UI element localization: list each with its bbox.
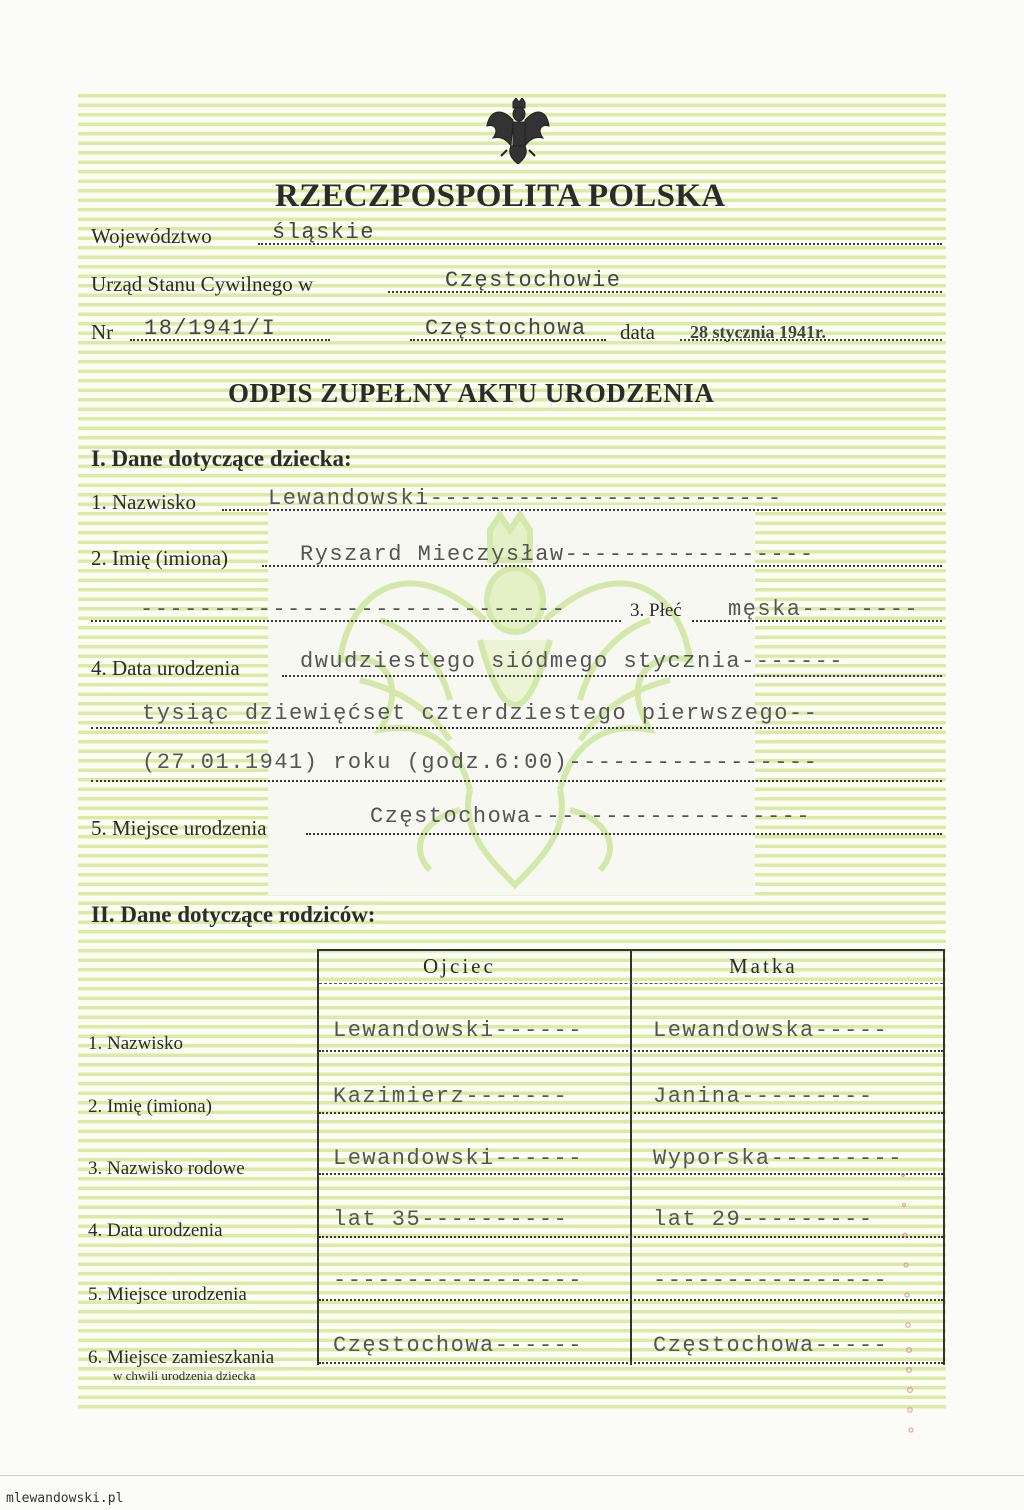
father-value: Częstochowa------ (333, 1333, 583, 1358)
number-value: 18/1941/I (144, 316, 277, 341)
mother-value: Lewandowska----- (653, 1018, 889, 1043)
row-dotline (319, 1050, 943, 1052)
mother-value: lat 29--------- (653, 1207, 874, 1232)
voivodeship-value: śląskie (272, 220, 375, 245)
child-given-names-cont: ----------------------------- (140, 597, 567, 622)
child-section-heading: I. Dane dotyczące dziecka: (91, 446, 352, 471)
child-birth-date-label: 4. Data urodzenia (91, 656, 240, 680)
mother-value: Częstochowa----- (653, 1333, 889, 1358)
column-header-father: Ojciec (423, 954, 496, 978)
row-sublabel: w chwili urodzenia dziecka (113, 1368, 256, 1383)
child-sex-value: męska-------- (728, 597, 920, 622)
row-label: 5. Miejsce urodzenia (88, 1284, 247, 1305)
place-value: Częstochowa (425, 316, 587, 341)
row-label: 4. Data urodzenia (88, 1220, 223, 1241)
country-title: RZECZPOSPOLITA POLSKA (275, 178, 726, 214)
child-birth-place-label: 5. Miejsce urodzenia (91, 816, 267, 840)
number-label: Nr (91, 320, 114, 344)
row-dotline (319, 1362, 943, 1364)
child-surname-value: Lewandowski------------------------ (268, 486, 783, 511)
birth-date-dotline-1 (282, 675, 942, 677)
column-header-mother: Matka (729, 954, 798, 978)
father-value: Kazimierz------- (333, 1084, 569, 1109)
document-title: ODPIS ZUPEŁNY AKTU URODZENIA (228, 378, 715, 408)
registry-office-label: Urząd Stanu Cywilnego w (91, 272, 314, 296)
father-value: Lewandowski------ (333, 1146, 583, 1171)
row-dotline (319, 1236, 943, 1238)
row-label: 3. Nazwisko rodowe (88, 1158, 245, 1179)
father-value: ----------------- (333, 1268, 583, 1293)
parents-section-heading: II. Dane dotyczące rodziców: (91, 902, 376, 927)
voivodeship-label: Województwo (91, 224, 212, 248)
child-given-names-label: 2. Imię (imiona) (91, 546, 229, 570)
table-header-divider (319, 983, 943, 984)
polish-eagle-emblem-icon (485, 98, 550, 164)
table-middle-border (630, 949, 632, 1365)
father-value: Lewandowski------ (333, 1018, 583, 1043)
birth-place-dotline (306, 833, 942, 835)
birth-date-dotline-2 (91, 727, 942, 729)
date-label: data (620, 320, 655, 344)
child-surname-label: 1. Nazwisko (91, 490, 196, 514)
child-birth-date-line2: tysiąc dziewięćset czterdziestego pierwszego-- (142, 701, 819, 726)
father-value: lat 35---------- (333, 1207, 569, 1232)
row-label: 1. Nazwisko (88, 1033, 183, 1054)
child-birth-place-value: Częstochowa------------------- (370, 804, 812, 829)
child-given-names-value: Ryszard Mieczysław----------------- (300, 542, 815, 567)
mother-value: ---------------- (653, 1268, 889, 1293)
registry-office-value: Częstochowie (445, 268, 622, 293)
row-label: 2. Imię (imiona) (88, 1096, 212, 1117)
mother-value: Janina--------- (653, 1084, 874, 1109)
child-birth-date-line1: dwudziestego siódmego stycznia------- (300, 649, 844, 674)
stamp-perforation-icon (895, 1165, 925, 1445)
row-dotline (319, 1299, 943, 1301)
footer-site-label: mlewandowski.pl (6, 1491, 124, 1506)
birth-date-dotline-3 (91, 780, 942, 782)
date-value: 28 stycznia 1941r. (690, 322, 826, 342)
row-dotline (319, 1173, 943, 1175)
mother-value: Wyporska--------- (653, 1146, 903, 1171)
child-sex-label: 3. Płeć (630, 600, 682, 621)
child-birth-date-line3: (27.01.1941) roku (godz.6:00)----------------- (142, 750, 819, 775)
row-label: 6. Miejsce zamieszkania (88, 1347, 275, 1368)
table-right-border (943, 949, 945, 1365)
row-dotline (319, 1112, 943, 1114)
page-bottom-edge (0, 1475, 1024, 1476)
table-left-border (317, 949, 319, 1365)
